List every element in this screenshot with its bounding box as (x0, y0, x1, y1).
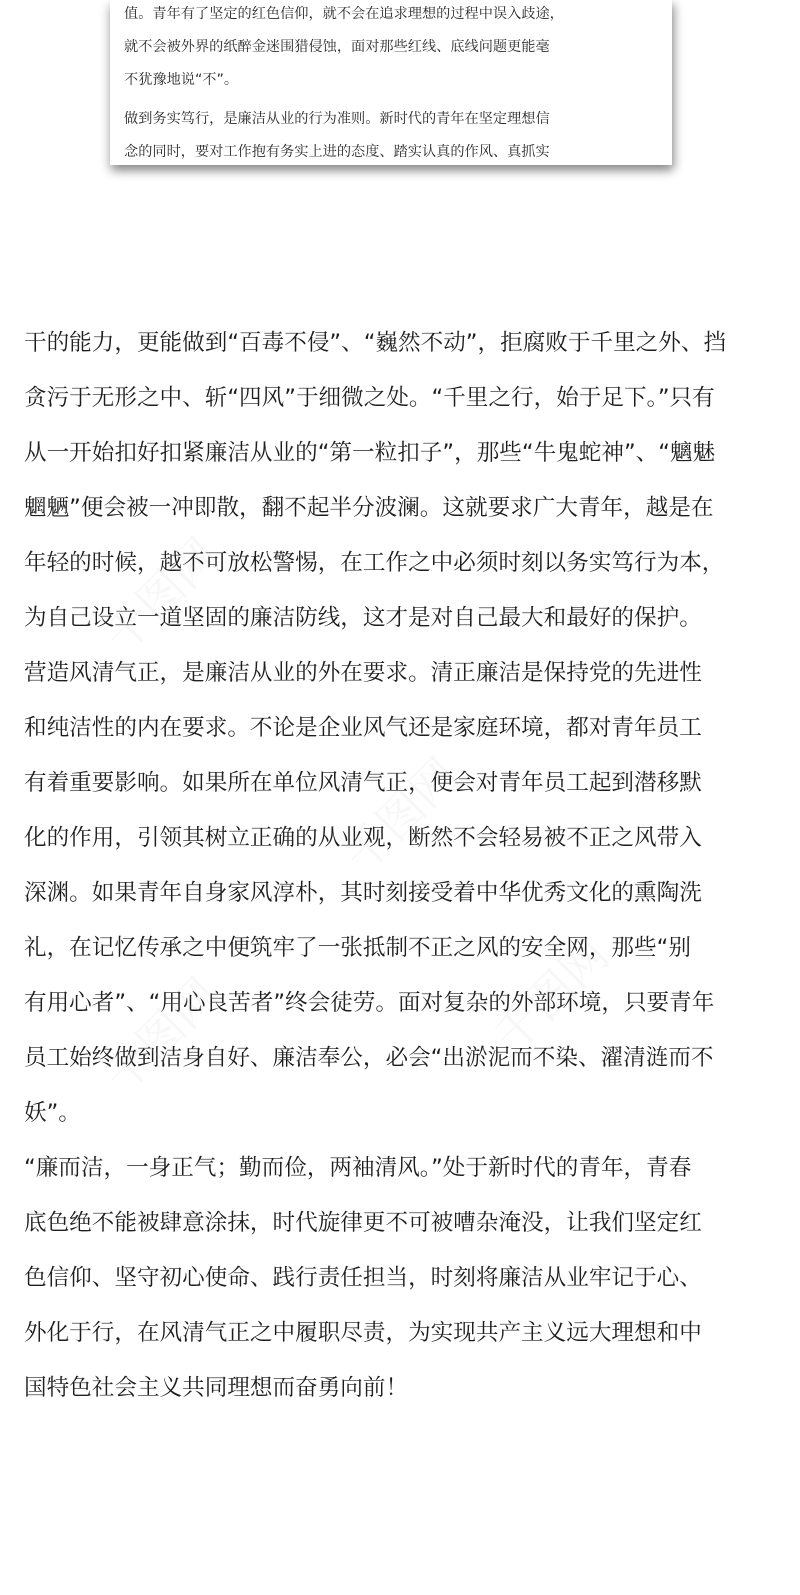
card-line: 值。青年有了坚定的红色信仰，就不会在追求理想的过程中误入歧途， (124, 6, 564, 22)
body-line: 底色绝不能被肆意涂抹，时代旋律更不可被嘈杂淹没，让我们坚定红 (24, 1210, 702, 1236)
body-line: 深渊。如果青年自身家风淳朴，其时刻接受着中华优秀文化的熏陶洗 (24, 880, 702, 906)
body-line: 为自己设立一道坚固的廉洁防线，这才是对自己最大和最好的保护。 (24, 605, 702, 631)
body-line: 国特色社会主义共同理想而奋勇向前！ (24, 1375, 409, 1401)
body-line: 从一开始扣好扣紧廉洁从业的“第一粒扣子”，那些“牛鬼蛇神”、“魑魅 (24, 440, 716, 466)
watermark: 千图网 (483, 927, 620, 1064)
body-line: 色信仰、坚守初心使命、践行责任担当，时刻将廉洁从业牢记于心、 (24, 1265, 702, 1291)
card-line: 不犹豫地说“不”。 (124, 72, 239, 88)
body-line: 礼，在记忆传承之中便筑牢了一张抵制不正之风的安全网，那些“别 (24, 935, 691, 961)
body-line: 妖”。 (24, 1100, 81, 1126)
body-line: “廉而洁，一身正气；勤而俭，两袖清风。”处于新时代的青年，青春 (24, 1155, 692, 1181)
body-line: 有着重要影响。如果所在单位风清气正，便会对青年员工起到潜移默 (24, 770, 702, 796)
watermark: 千图网 (333, 747, 470, 884)
body-line: 魍魉”便会被一冲即散，翻不起半分波澜。这就要求广大青年，越是在 (24, 495, 714, 521)
body-line: 化的作用，引领其树立正确的从业观，断然不会轻易被不正之风带入 (24, 825, 702, 851)
body-line: 年轻的时候，越不可放松警惕，在工作之中必须时刻以务实笃行为本， (24, 550, 725, 576)
body-line: 有用心者”、“用心良苦者”终会徒劳。面对复杂的外部环境，只要青年 (24, 990, 715, 1016)
body-line: 营造风清气正，是廉洁从业的外在要求。清正廉洁是保持党的先进性 (24, 660, 702, 686)
body-line: 干的能力，更能做到“百毒不侵”、“巍然不动”，拒腐败于千里之外、挡 (24, 330, 727, 356)
body-line: 贪污于无形之中、斩“四风”于细微之处。“千里之行，始于足下。”只有 (24, 385, 715, 411)
watermark: 千图网 (93, 967, 230, 1104)
body-line: 员工始终做到洁身自好、廉洁奉公，必会“出淤泥而不染、濯清涟而不 (24, 1045, 714, 1071)
card-line: 就不会被外界的纸醉金迷围猎侵蚀，面对那些红线、底线问题更能毫 (124, 39, 550, 55)
body-line: 和纯洁性的内在要求。不论是企业风气还是家庭环境，都对青年员工 (24, 715, 702, 741)
card-line: 做到务实笃行，是廉洁从业的行为准则。新时代的青年在坚定理想信 (124, 111, 550, 127)
document-preview-card (110, 0, 672, 165)
card-line: 念的同时，要对工作抱有务实上进的态度、踏实认真的作风、真抓实 (124, 144, 550, 160)
body-line: 外化于行，在风清气正之中履职尽责，为实现共产主义远大理想和中 (24, 1320, 702, 1346)
watermark: 千图网 (93, 527, 230, 664)
